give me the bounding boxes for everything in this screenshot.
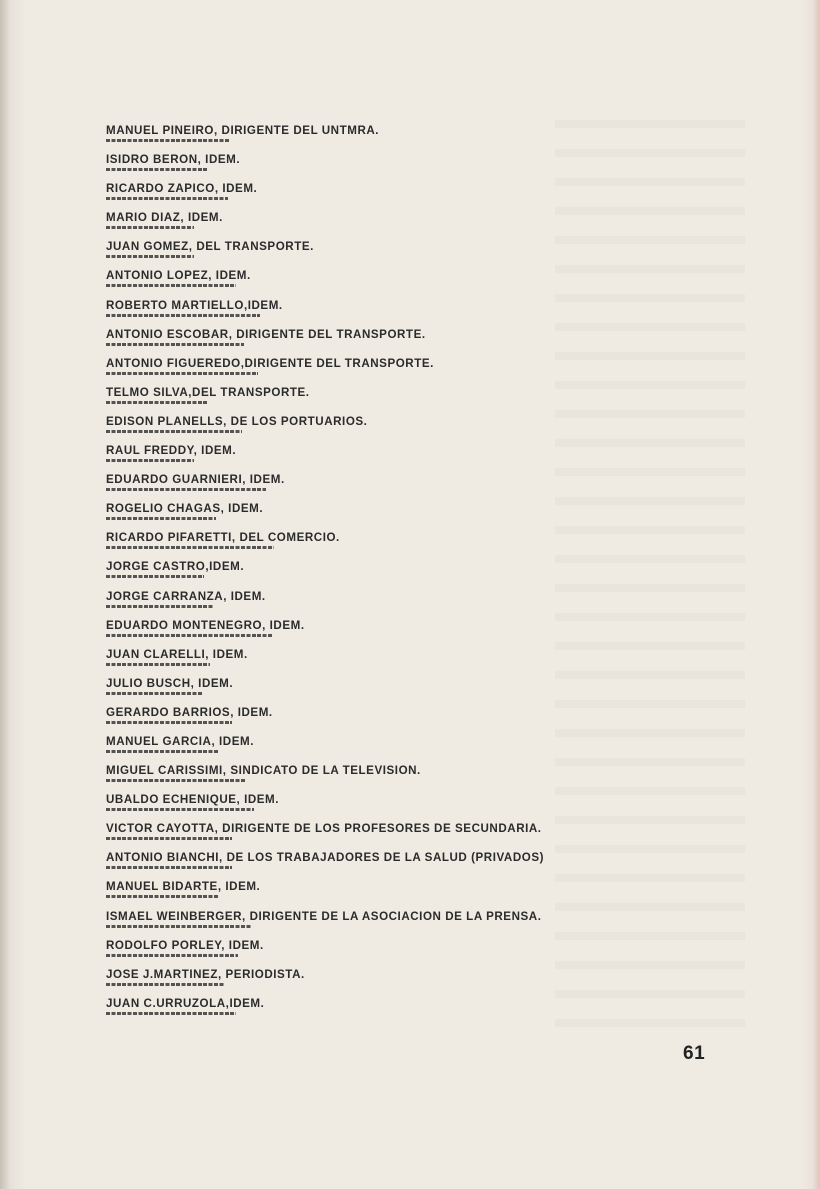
entry-underline (106, 663, 210, 666)
list-item (106, 121, 726, 150)
list-item (106, 208, 726, 237)
list-item (106, 703, 726, 732)
entry-text: UBALDO ECHENIQUE, IDEM. (106, 793, 280, 807)
entry-text: VICTOR CAYOTTA, DIRIGENTE DE LOS PROFESORES DE SECUNDARIA. (106, 822, 542, 836)
list-item (106, 877, 726, 906)
entry-underline (106, 517, 216, 520)
list-item (106, 528, 726, 557)
list-item (106, 645, 726, 674)
list-item (106, 994, 726, 1023)
entry-underline (106, 1012, 236, 1015)
entry-text: MANUEL PINEIRO, DIRIGENTE DEL UNTMRA. (106, 124, 380, 137)
entry-underline (106, 954, 238, 957)
entry-text: ROBERTO MARTIELLO,IDEM. (106, 298, 283, 312)
entry-underline (106, 459, 194, 462)
list-item (106, 965, 726, 994)
entry-underline (106, 372, 258, 375)
entry-text: RICARDO PIFARETTI, DEL COMERCIO. (106, 531, 340, 545)
list-item (106, 790, 726, 819)
entry-text: MARIO DIAZ, IDEM. (106, 211, 223, 225)
list-item (106, 674, 726, 703)
entry-underline (106, 488, 266, 491)
entry-underline (106, 837, 232, 840)
list-item (106, 325, 726, 354)
entry-text: JUAN GOMEZ, DEL TRANSPORTE. (106, 240, 314, 254)
entry-text: JUAN CLARELLI, IDEM. (106, 647, 248, 661)
entry-underline (106, 197, 228, 200)
entry-underline (106, 721, 232, 724)
list-item (106, 616, 726, 645)
entry-underline (106, 546, 274, 549)
entry-text: EDUARDO GUARNIERI, IDEM. (106, 473, 285, 487)
list-item (106, 412, 726, 441)
entry-text: TELMO SILVA,DEL TRANSPORTE. (106, 385, 310, 399)
list-item (106, 441, 726, 470)
entry-underline (106, 168, 208, 171)
entry-underline (106, 779, 246, 782)
entry-text: ISIDRO BERON, IDEM. (106, 153, 241, 167)
list-item (106, 296, 726, 325)
entry-underline (106, 226, 194, 229)
entry-text: ANTONIO FIGUEREDO,DIRIGENTE DEL TRANSPORTE. (106, 356, 434, 370)
entry-text: RODOLFO PORLEY, IDEM. (106, 938, 264, 952)
list-item (106, 383, 726, 412)
entry-underline (106, 692, 202, 695)
entry-text: JOSE J.MARTINEZ, PERIODISTA. (106, 967, 305, 981)
list-item (106, 819, 726, 848)
entry-text: ISMAEL WEINBERGER, DIRIGENTE DE LA ASOCIACION DE LA PRENSA. (106, 909, 542, 923)
list-item (106, 499, 726, 528)
entry-underline (106, 343, 244, 346)
entry-underline (106, 430, 242, 433)
entry-text: MIGUEL CARISSIMI, SINDICATO DE LA TELEVISION. (106, 764, 421, 778)
list-item (106, 470, 726, 499)
entry-underline (106, 284, 236, 287)
list-item (106, 354, 726, 383)
entry-underline (106, 808, 254, 811)
entry-text: EDUARDO MONTENEGRO, IDEM. (106, 618, 305, 632)
entry-text: ANTONIO LOPEZ, IDEM. (106, 269, 251, 283)
entry-underline (106, 925, 252, 928)
list-item (106, 936, 726, 965)
entry-text: MANUEL GARCIA, IDEM. (106, 734, 254, 748)
entry-underline (106, 401, 208, 404)
entry-text: RAUL FREDDY, IDEM. (106, 444, 237, 458)
entry-text: GERARDO BARRIOS, IDEM. (106, 705, 273, 719)
entry-text: RICARDO ZAPICO, IDEM. (106, 182, 258, 196)
entry-text: JUAN C.URRUZOLA,IDEM. (106, 996, 265, 1010)
entry-text: JORGE CARRANZA, IDEM. (106, 589, 266, 603)
entry-text: EDISON PLANELLS, DE LOS PORTUARIOS. (106, 414, 368, 428)
entry-underline (106, 139, 229, 142)
entry-underline (106, 895, 218, 898)
entry-text: MANUEL BIDARTE, IDEM. (106, 880, 261, 894)
list-item (106, 907, 726, 936)
entry-text: ANTONIO BIANCHI, DE LOS TRABAJADORES DE LA SALUD (PRIVADOS) (106, 851, 545, 865)
entry-underline (106, 634, 272, 637)
entry-underline (106, 983, 224, 986)
list-item (106, 587, 726, 616)
list-item (106, 848, 726, 877)
entry-underline (106, 750, 218, 753)
entry-text: JULIO BUSCH, IDEM. (106, 676, 234, 690)
list-item (106, 179, 726, 208)
list-item (106, 732, 726, 761)
page-number: 61 (683, 1043, 706, 1064)
list-item (106, 557, 726, 586)
name-list (106, 121, 726, 1023)
entry-underline (106, 255, 194, 258)
list-item (106, 761, 726, 790)
entry-underline (106, 314, 260, 317)
entry-underline (106, 866, 232, 869)
entry-underline (106, 575, 204, 578)
entry-text: ROGELIO CHAGAS, IDEM. (106, 502, 264, 516)
entry-underline (106, 605, 214, 608)
list-item (106, 237, 726, 266)
list-item (106, 266, 726, 295)
list-item (106, 150, 726, 179)
entry-text: ANTONIO ESCOBAR, DIRIGENTE DEL TRANSPORTE. (106, 327, 426, 341)
entry-text: JORGE CASTRO,IDEM. (106, 560, 245, 574)
